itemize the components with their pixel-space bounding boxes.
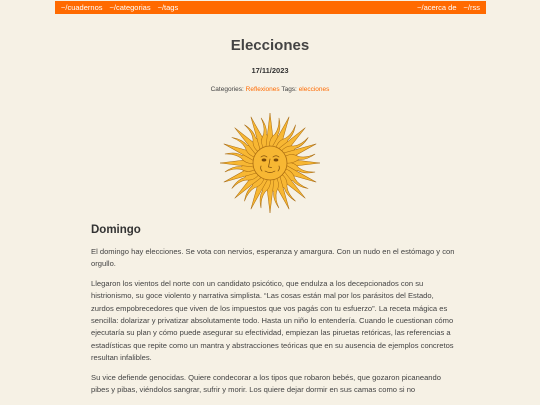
paragraph: El domingo hay elecciones. Se vota con nervios, esperanza y amargura. Con un nudo en el estómago y con orgullo. — [91, 247, 455, 269]
post-meta — [0, 86, 540, 93]
sol-de-mayo-icon — [217, 110, 323, 216]
top-navigation-bar — [55, 1, 486, 14]
nav-left-group — [61, 3, 178, 12]
post-content — [91, 224, 457, 403]
tags-label: Tags: — [281, 86, 297, 93]
category-link[interactable]: Reflexiones — [245, 86, 280, 93]
sun-disc — [253, 146, 287, 180]
nav-link-acerca-de[interactable]: ~/acerca de — [417, 3, 457, 12]
nav-link-categorias[interactable]: ~/categorias — [109, 3, 151, 12]
paragraph: Su vice defiende genocidas. Quiere condecorar a los tipos que robaron bebés, que gozaron picaneando pibes y pibas, viéndolos sangrar, sufrir y morir. Los quiere dejar dormir en sus camas como si no — [91, 372, 441, 395]
paragraph: Llegaron los vientos del norte con un candidato psicótico, que endulza a los decepcionados con su histrionismo, su goce violento y narrativa simplista. “Las cosas están mal por los parásitos del Estado, zurdos empobrecedores que viven de los impuestos que vos pagás con tu esfuerzo”. La receta mágica es sencilla: dolarizar y privatizar absolutamente todo. Hasta un niño lo entendería. Cuando le cuestionan cómo ejecutaría su plan y cómo puede asegurar su efectividad, empiezan las piruetas retóricas, las referencias a estadísticas que repite como un mantra y abstracciones teóricas que en su ausencia de ejemplos concretos resultan infalibles. — [91, 278, 454, 363]
tag-link[interactable]: elecciones — [298, 86, 330, 93]
nav-link-rss[interactable]: ~/rss — [463, 3, 480, 12]
nav-link-tags[interactable]: ~/tags — [157, 3, 179, 12]
nav-right-group — [417, 3, 480, 12]
post-date: 17/11/2023 — [251, 66, 289, 75]
section-heading: Domingo — [91, 224, 141, 236]
categories-label: Categories: — [210, 86, 244, 93]
nav-link-cuadernos[interactable]: ~/cuadernos — [61, 3, 103, 12]
post-title: Elecciones — [230, 37, 310, 54]
